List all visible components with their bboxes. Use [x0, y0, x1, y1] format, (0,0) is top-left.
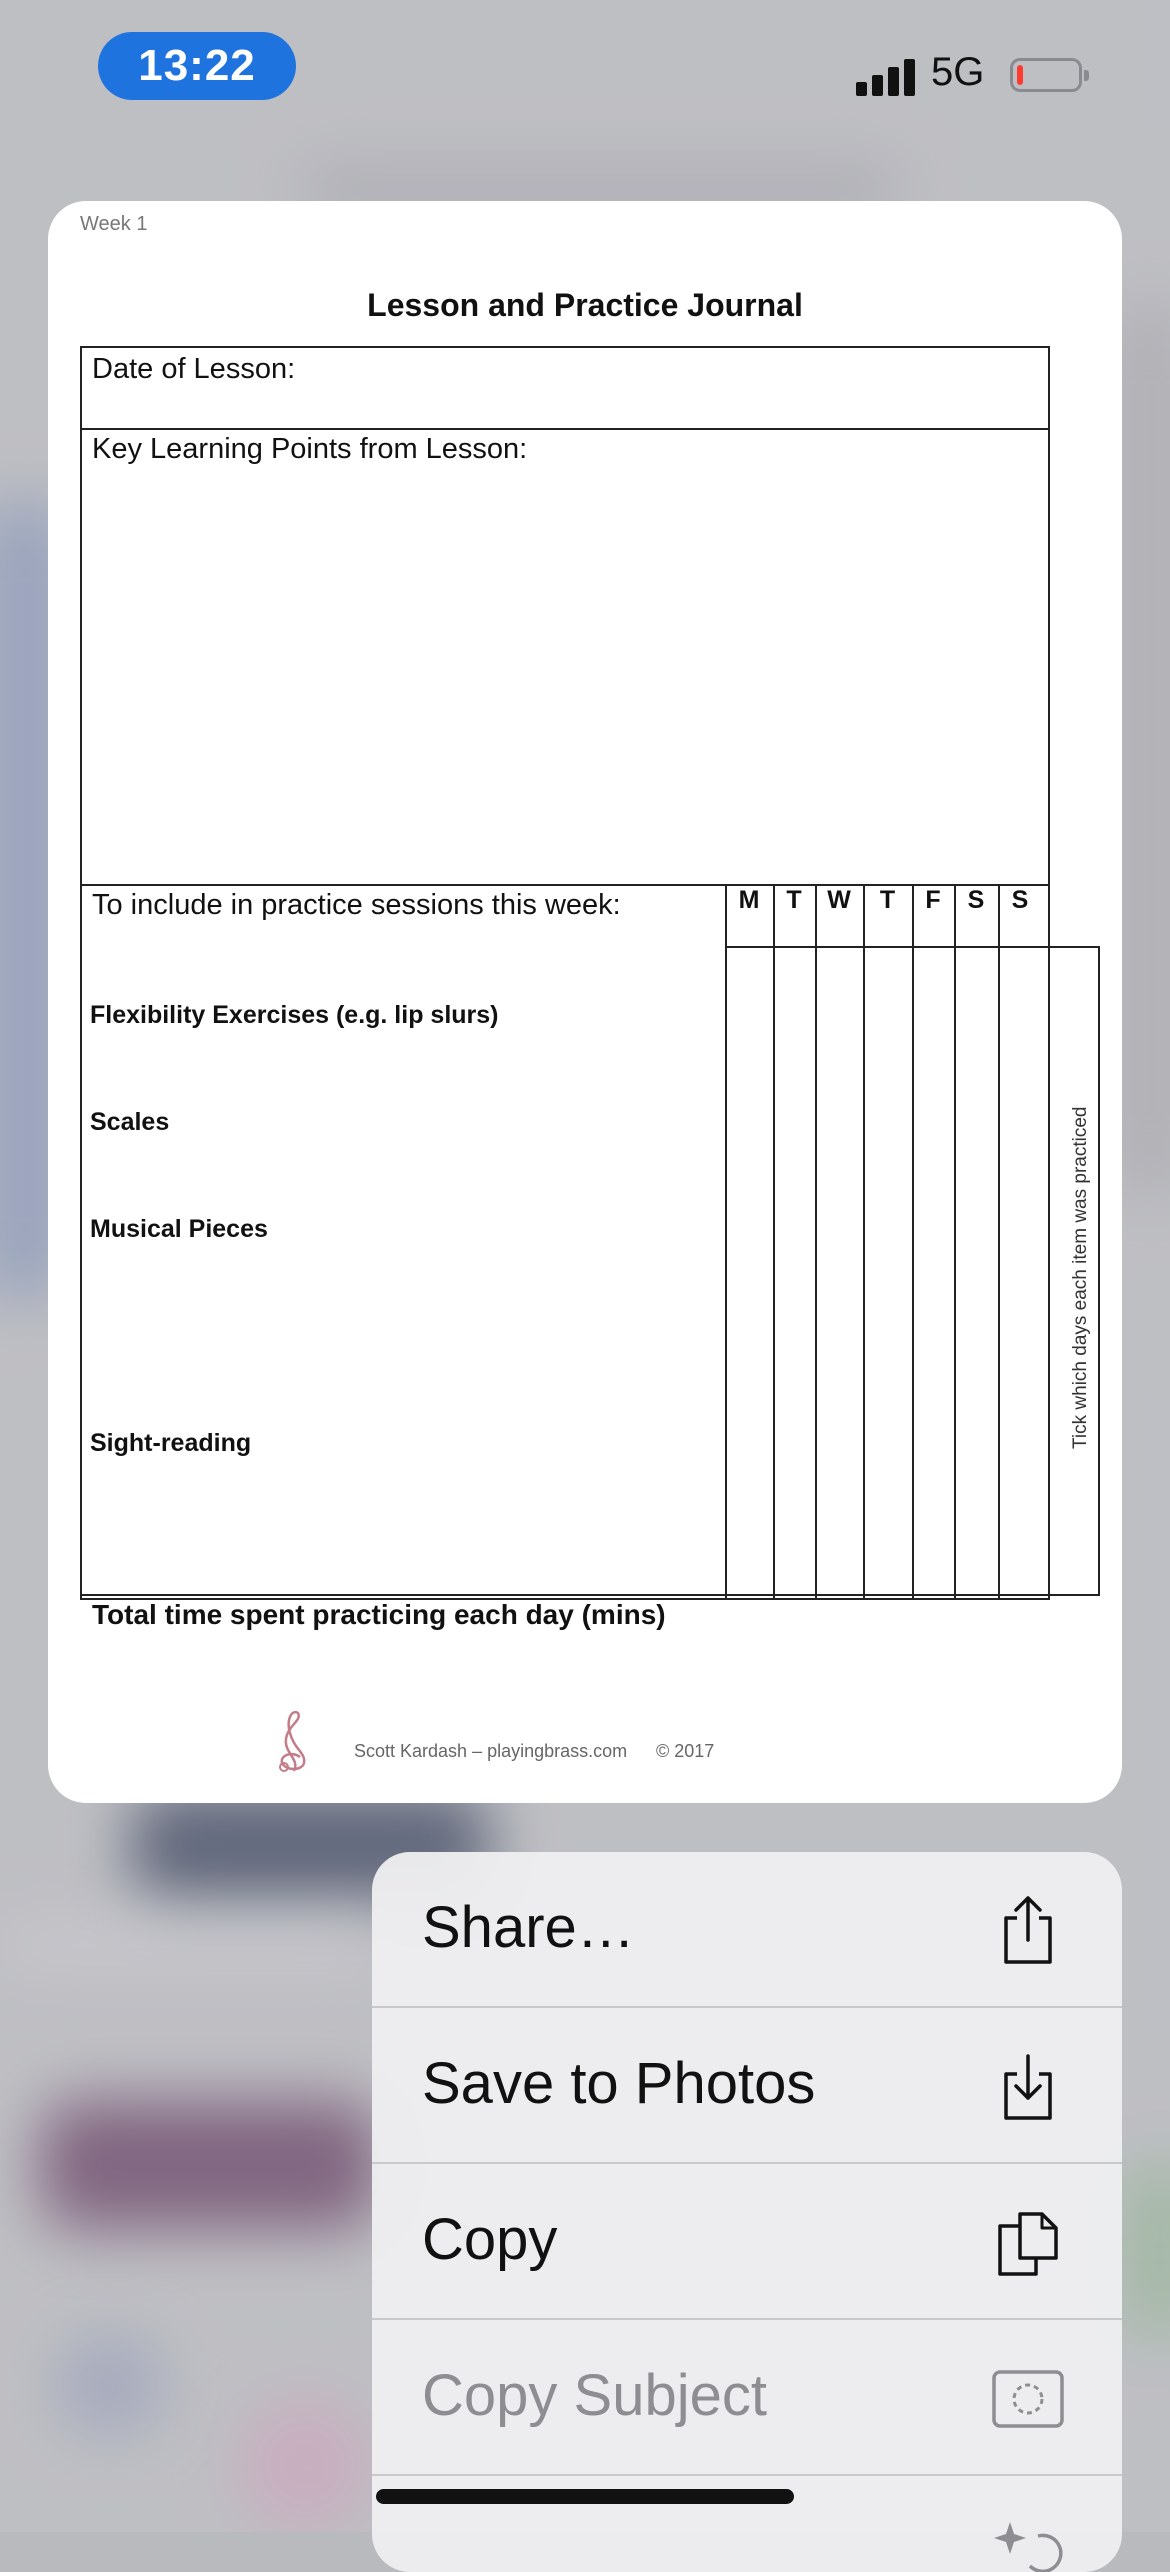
practice-item: Musical Pieces [90, 1215, 268, 1243]
day-header: T [786, 886, 802, 914]
day-header: S [1011, 886, 1029, 914]
signal-icon [856, 56, 916, 96]
menu-item-label: Share… [422, 1895, 635, 1960]
copy-icon [990, 2204, 1066, 2280]
week-label: Week 1 [80, 213, 148, 235]
practice-label: To include in practice sessions this week: [92, 889, 621, 921]
battery-level [1017, 65, 1023, 85]
key-points-box [80, 428, 1050, 886]
save-to-photos-icon [990, 2048, 1066, 2124]
image-preview[interactable] [48, 201, 1122, 1803]
battery-icon [1010, 58, 1082, 92]
menu-item-save-to-photos[interactable] [372, 2008, 1122, 2164]
footer-copyright: © 2017 [656, 1741, 715, 1761]
copy-subject-icon [990, 2360, 1066, 2436]
practice-item: Flexibility Exercises (e.g. lip slurs) [90, 1001, 499, 1029]
practice-item: Scales [90, 1108, 170, 1136]
date-label: Date of Lesson: [92, 353, 296, 385]
total-time-label: Total time spent practicing each day (mins) [92, 1599, 666, 1630]
document-title: Lesson and Practice Journal [367, 287, 803, 323]
day-header: F [925, 886, 941, 914]
sparkle-icon [990, 2516, 1066, 2572]
day-header: T [879, 886, 896, 914]
footer-author: Scott Kardash – playingbrass.com [354, 1741, 628, 1761]
journal-document [48, 201, 1122, 1803]
day-header: M [738, 886, 760, 914]
menu-item-label: Copy [422, 2207, 558, 2272]
treble-clef-logo [270, 1709, 316, 1775]
key-points-label: Key Learning Points from Lesson: [92, 433, 528, 465]
share-icon [990, 1892, 1066, 1968]
menu-item-label: Save to Photos [422, 2051, 816, 2116]
day-header: W [827, 886, 851, 914]
practice-item: Sight-reading [90, 1429, 252, 1457]
menu-item-copy-subject[interactable] [372, 2320, 1122, 2476]
tick-note: Tick which days each item was practiced [1070, 1106, 1091, 1449]
menu-item-label: Copy Subject [422, 2363, 767, 2428]
day-header: S [967, 886, 985, 914]
network-type: 5G [931, 50, 985, 94]
menu-item-share[interactable] [372, 1852, 1122, 2008]
home-indicator[interactable] [376, 2489, 794, 2504]
status-time[interactable]: 13:22 [98, 32, 296, 100]
menu-item-copy[interactable] [372, 2164, 1122, 2320]
context-menu [372, 1852, 1122, 2572]
